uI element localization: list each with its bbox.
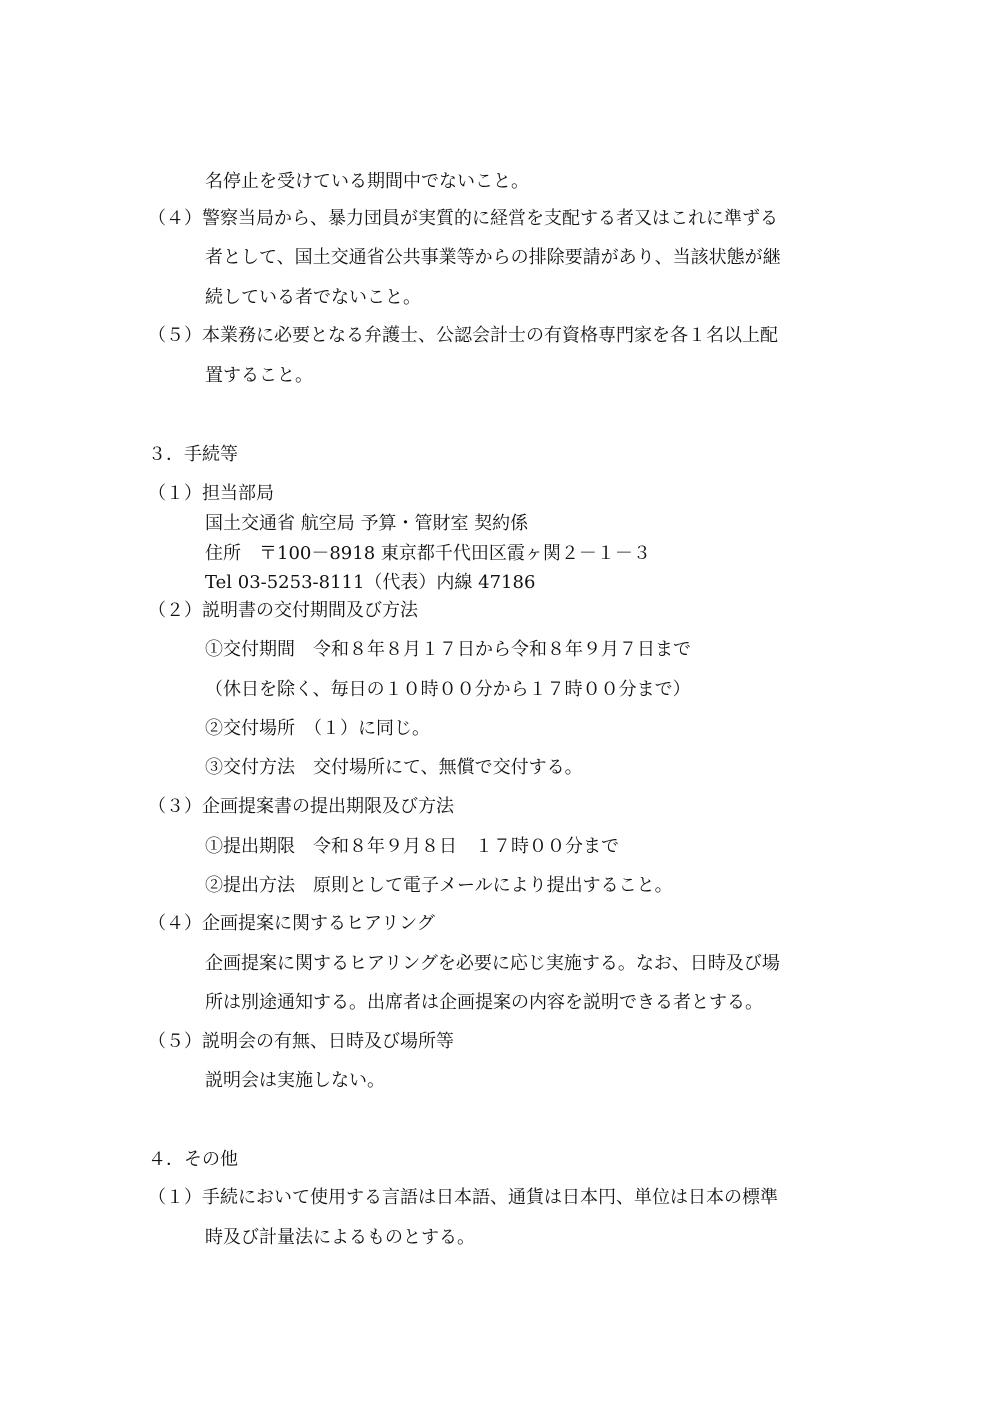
text-line: （４）警察当局から、暴力団員が実質的に経営を支配する者又はこれに準ずる	[148, 208, 778, 229]
text-line: （４）企画提案に関するヒアリング	[148, 913, 435, 934]
text-line: 置すること。	[205, 365, 313, 386]
text-line: 名停止を受けている期間中でないこと。	[205, 171, 529, 192]
text-line: （１）手続において使用する言語は日本語、通貨は日本円、単位は日本の標準	[148, 1187, 778, 1208]
text-line: 国土交通省 航空局 予算・管財室 契約係	[205, 513, 529, 534]
text-line: ①交付期間 令和８年８月１７日から令和８年９月７日まで	[205, 639, 691, 660]
section-heading: ３．手続等	[148, 444, 238, 465]
text-line: 企画提案に関するヒアリングを必要に応じ実施する。なお、日時及び場	[205, 953, 780, 974]
text-line: （５）本業務に必要となる弁護士、公認会計士の有資格専門家を各１名以上配	[148, 325, 778, 346]
text-line: ③交付方法 交付場所にて、無償で交付する。	[205, 757, 583, 778]
text-line: （５）説明会の有無、日時及び場所等	[148, 1031, 454, 1052]
section-heading: ４．その他	[148, 1149, 238, 1170]
text-line: （休日を除く、毎日の１０時００分から１７時００分まで）	[205, 679, 691, 700]
text-line: （１）担当部局	[148, 483, 274, 504]
text-line: ①提出期限 令和８年９月８日 １７時００分まで	[205, 836, 619, 857]
text-line: 住所 〒100－8918 東京都千代田区霞ヶ関２－１－３	[205, 543, 651, 564]
text-line: Tel 03-5253-8111（代表）内線 47186	[205, 572, 536, 593]
text-line: ②交付場所 （１）に同じ。	[205, 718, 430, 739]
text-line: （３）企画提案書の提出期限及び方法	[148, 796, 454, 817]
text-line: 時及び計量法によるものとする。	[205, 1227, 475, 1248]
text-line: 所は別途通知する。出席者は企画提案の内容を説明できる者とする。	[205, 992, 763, 1013]
text-line: （２）説明書の交付期間及び方法	[148, 600, 418, 621]
text-line: ②提出方法 原則として電子メールにより提出すること。	[205, 875, 673, 896]
text-line: 説明会は実施しない。	[205, 1070, 385, 1091]
text-line: 続している者でないこと。	[205, 287, 421, 308]
text-line: 者として、国土交通省公共事業等からの排除要請があり、当該状態が継	[205, 247, 781, 268]
